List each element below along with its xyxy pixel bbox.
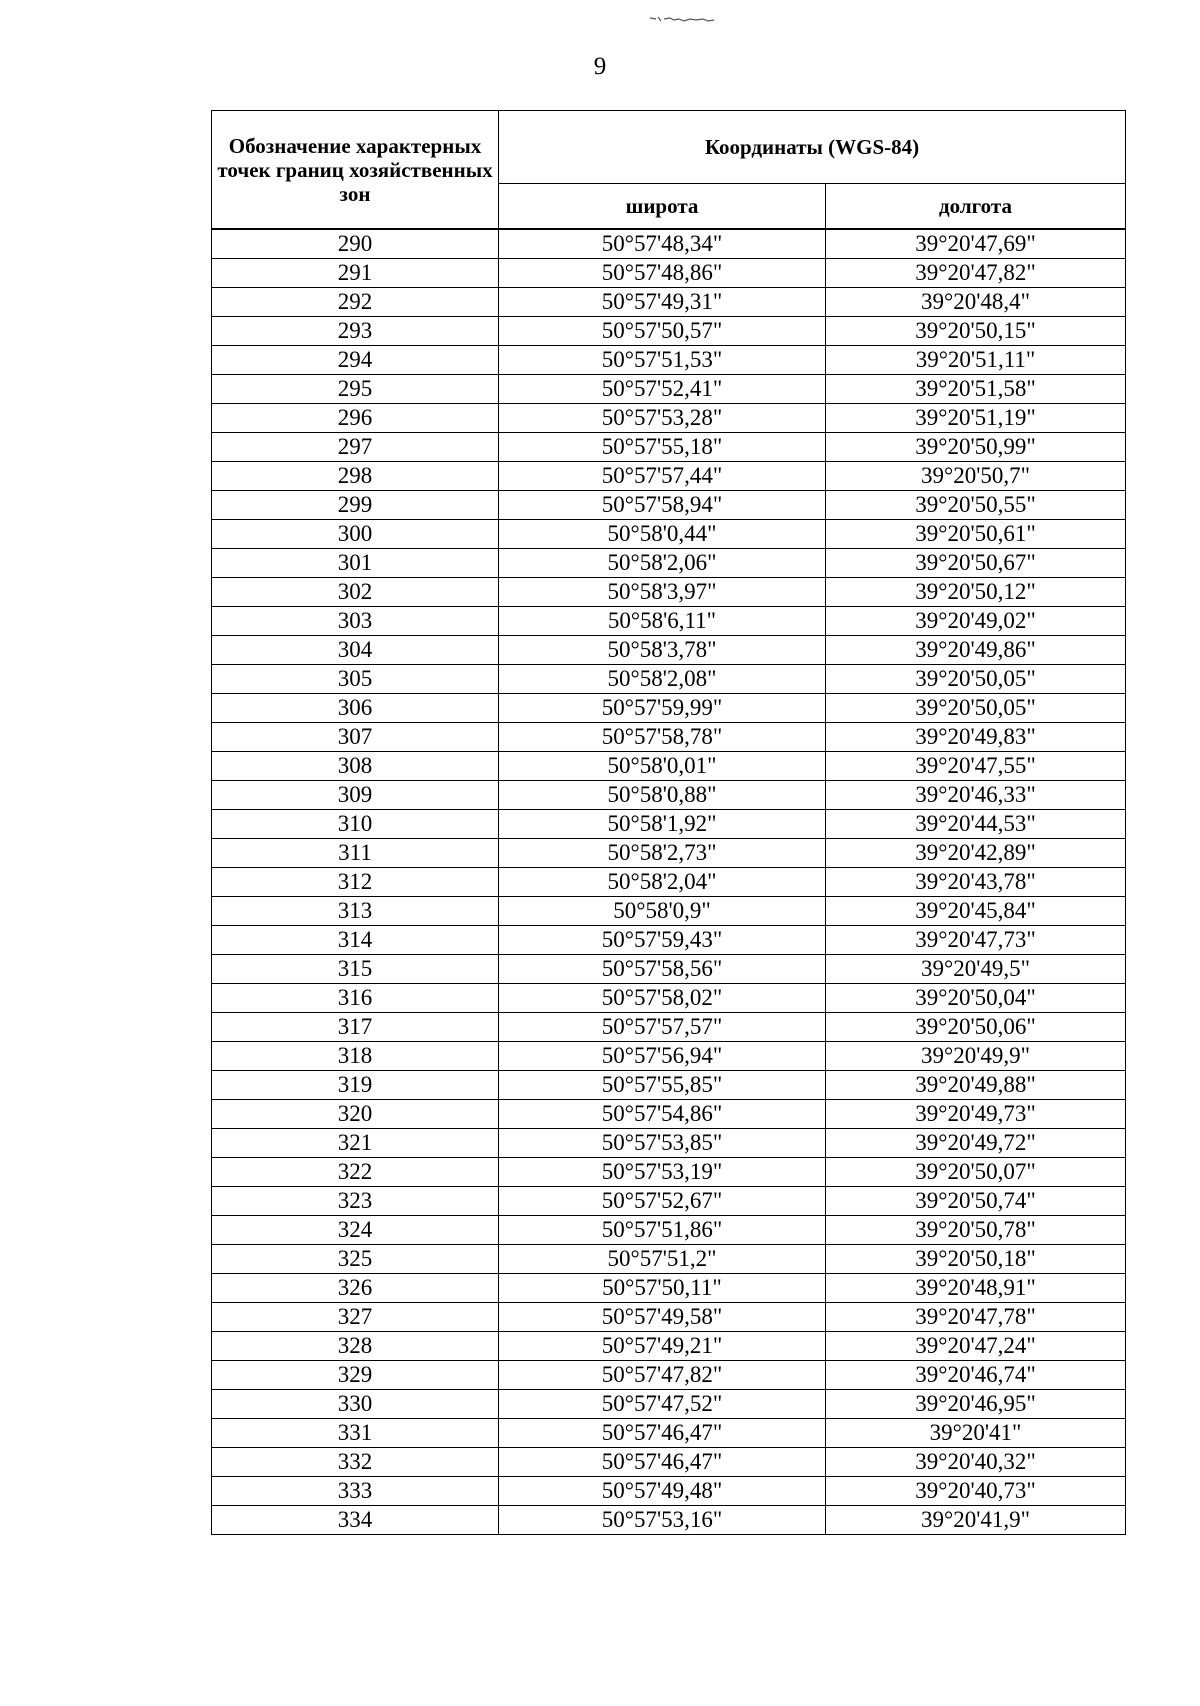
latitude-cell: 50°57'49,31"	[499, 288, 826, 317]
point-cell: 331	[212, 1419, 499, 1448]
longitude-cell: 39°20'49,83"	[826, 723, 1126, 752]
latitude-cell: 50°57'58,02"	[499, 984, 826, 1013]
point-cell: 330	[212, 1390, 499, 1419]
latitude-cell: 50°58'2,04"	[499, 868, 826, 897]
longitude-cell: 39°20'47,73"	[826, 926, 1126, 955]
latitude-cell: 50°58'6,11"	[499, 607, 826, 636]
latitude-cell: 50°58'2,73"	[499, 839, 826, 868]
table-row	[212, 926, 1126, 955]
latitude-cell: 50°58'2,06"	[499, 549, 826, 578]
point-cell: 333	[212, 1477, 499, 1506]
table-row	[212, 781, 1126, 810]
longitude-cell: 39°20'46,33"	[826, 781, 1126, 810]
point-cell: 317	[212, 1013, 499, 1042]
table-row	[212, 607, 1126, 636]
latitude-cell: 50°57'49,48"	[499, 1477, 826, 1506]
longitude-cell: 39°20'51,58"	[826, 375, 1126, 404]
longitude-cell: 39°20'48,4"	[826, 288, 1126, 317]
longitude-cell: 39°20'50,06"	[826, 1013, 1126, 1042]
longitude-cell: 39°20'50,78"	[826, 1216, 1126, 1245]
point-cell: 320	[212, 1100, 499, 1129]
point-cell: 314	[212, 926, 499, 955]
table-row	[212, 1361, 1126, 1390]
longitude-cell: 39°20'50,07"	[826, 1158, 1126, 1187]
longitude-cell: 39°20'47,78"	[826, 1303, 1126, 1332]
table-row	[212, 1274, 1126, 1303]
table-row	[212, 810, 1126, 839]
point-cell: 326	[212, 1274, 499, 1303]
point-cell: 306	[212, 694, 499, 723]
longitude-cell: 39°20'49,88"	[826, 1071, 1126, 1100]
longitude-cell: 39°20'47,55"	[826, 752, 1126, 781]
latitude-cell: 50°58'3,78"	[499, 636, 826, 665]
latitude-cell: 50°57'46,47"	[499, 1419, 826, 1448]
latitude-cell: 50°57'51,86"	[499, 1216, 826, 1245]
longitude-cell: 39°20'43,78"	[826, 868, 1126, 897]
longitude-cell: 39°20'48,91"	[826, 1274, 1126, 1303]
latitude-cell: 50°57'58,56"	[499, 955, 826, 984]
longitude-cell: 39°20'49,72"	[826, 1129, 1126, 1158]
table-row	[212, 1477, 1126, 1506]
latitude-cell: 50°57'57,57"	[499, 1013, 826, 1042]
longitude-cell: 39°20'50,05"	[826, 665, 1126, 694]
table-row	[212, 1071, 1126, 1100]
table-row	[212, 1216, 1126, 1245]
longitude-cell: 39°20'50,05"	[826, 694, 1126, 723]
table-header	[212, 111, 1126, 230]
table-row	[212, 1129, 1126, 1158]
header-coordinates-wgs84: Координаты (WGS-84)	[499, 111, 1126, 184]
table-row	[212, 1013, 1126, 1042]
longitude-cell: 39°20'50,67"	[826, 549, 1126, 578]
longitude-cell: 39°20'40,32"	[826, 1448, 1126, 1477]
longitude-cell: 39°20'41,9"	[826, 1506, 1126, 1535]
point-cell: 305	[212, 665, 499, 694]
longitude-cell: 39°20'46,95"	[826, 1390, 1126, 1419]
longitude-cell: 39°20'50,99"	[826, 433, 1126, 462]
longitude-cell: 39°20'41"	[826, 1419, 1126, 1448]
longitude-cell: 39°20'44,53"	[826, 810, 1126, 839]
point-cell: 316	[212, 984, 499, 1013]
latitude-cell: 50°58'2,08"	[499, 665, 826, 694]
latitude-cell: 50°57'51,53"	[499, 346, 826, 375]
point-cell: 308	[212, 752, 499, 781]
longitude-cell: 39°20'49,9"	[826, 1042, 1126, 1071]
longitude-cell: 39°20'49,5"	[826, 955, 1126, 984]
table-row	[212, 984, 1126, 1013]
point-cell: 325	[212, 1245, 499, 1274]
longitude-cell: 39°20'45,84"	[826, 897, 1126, 926]
longitude-cell: 39°20'49,86"	[826, 636, 1126, 665]
table-row	[212, 1158, 1126, 1187]
latitude-cell: 50°57'58,94"	[499, 491, 826, 520]
point-cell: 296	[212, 404, 499, 433]
point-cell: 311	[212, 839, 499, 868]
longitude-cell: 39°20'42,89"	[826, 839, 1126, 868]
point-cell: 312	[212, 868, 499, 897]
latitude-cell: 50°57'56,94"	[499, 1042, 826, 1071]
latitude-cell: 50°57'50,11"	[499, 1274, 826, 1303]
table-row	[212, 1100, 1126, 1129]
point-cell: 328	[212, 1332, 499, 1361]
point-cell: 315	[212, 955, 499, 984]
latitude-cell: 50°57'53,28"	[499, 404, 826, 433]
point-cell: 310	[212, 810, 499, 839]
latitude-cell: 50°57'55,18"	[499, 433, 826, 462]
latitude-cell: 50°57'59,43"	[499, 926, 826, 955]
latitude-cell: 50°57'55,85"	[499, 1071, 826, 1100]
latitude-cell: 50°57'53,16"	[499, 1506, 826, 1535]
point-cell: 297	[212, 433, 499, 462]
point-cell: 302	[212, 578, 499, 607]
latitude-cell: 50°57'46,47"	[499, 1448, 826, 1477]
longitude-cell: 39°20'51,11"	[826, 346, 1126, 375]
table-row	[212, 462, 1126, 491]
point-cell: 303	[212, 607, 499, 636]
point-cell: 290	[212, 229, 499, 259]
point-cell: 334	[212, 1506, 499, 1535]
latitude-cell: 50°57'52,41"	[499, 375, 826, 404]
table-row	[212, 723, 1126, 752]
point-cell: 324	[212, 1216, 499, 1245]
table-row	[212, 1506, 1126, 1535]
header-point-designation: Обозначение характерных точек границ хозяйственных зон	[212, 111, 499, 230]
latitude-cell: 50°57'49,21"	[499, 1332, 826, 1361]
point-cell: 299	[212, 491, 499, 520]
latitude-cell: 50°57'51,2"	[499, 1245, 826, 1274]
longitude-cell: 39°20'49,02"	[826, 607, 1126, 636]
point-cell: 322	[212, 1158, 499, 1187]
latitude-cell: 50°58'0,88"	[499, 781, 826, 810]
latitude-cell: 50°57'48,34"	[499, 229, 826, 259]
table-body	[212, 229, 1126, 1535]
longitude-cell: 39°20'51,19"	[826, 404, 1126, 433]
latitude-cell: 50°57'49,58"	[499, 1303, 826, 1332]
point-cell: 300	[212, 520, 499, 549]
table-row	[212, 259, 1126, 288]
table-row	[212, 1303, 1126, 1332]
page-number: 9	[593, 53, 607, 80]
table-row	[212, 1187, 1126, 1216]
point-cell: 293	[212, 317, 499, 346]
longitude-cell: 39°20'50,7"	[826, 462, 1126, 491]
longitude-cell: 39°20'47,82"	[826, 259, 1126, 288]
coordinates-table	[211, 110, 1126, 1535]
longitude-cell: 39°20'40,73"	[826, 1477, 1126, 1506]
header-latitude: широта	[499, 184, 826, 230]
longitude-cell: 39°20'47,24"	[826, 1332, 1126, 1361]
point-cell: 304	[212, 636, 499, 665]
latitude-cell: 50°57'50,57"	[499, 317, 826, 346]
latitude-cell: 50°57'47,52"	[499, 1390, 826, 1419]
longitude-cell: 39°20'50,74"	[826, 1187, 1126, 1216]
point-cell: 301	[212, 549, 499, 578]
point-cell: 327	[212, 1303, 499, 1332]
latitude-cell: 50°57'47,82"	[499, 1361, 826, 1390]
table-row	[212, 839, 1126, 868]
point-cell: 323	[212, 1187, 499, 1216]
scan-artifact-mark	[648, 14, 718, 24]
point-cell: 295	[212, 375, 499, 404]
longitude-cell: 39°20'50,12"	[826, 578, 1126, 607]
table-row	[212, 955, 1126, 984]
longitude-cell: 39°20'50,15"	[826, 317, 1126, 346]
table-row	[212, 433, 1126, 462]
table-row	[212, 549, 1126, 578]
latitude-cell: 50°57'53,85"	[499, 1129, 826, 1158]
latitude-cell: 50°58'0,44"	[499, 520, 826, 549]
table-row	[212, 404, 1126, 433]
point-cell: 321	[212, 1129, 499, 1158]
longitude-cell: 39°20'46,74"	[826, 1361, 1126, 1390]
table-row	[212, 1042, 1126, 1071]
longitude-cell: 39°20'50,04"	[826, 984, 1126, 1013]
longitude-cell: 39°20'50,18"	[826, 1245, 1126, 1274]
table-row	[212, 694, 1126, 723]
table-row	[212, 346, 1126, 375]
latitude-cell: 50°57'59,99"	[499, 694, 826, 723]
point-cell: 292	[212, 288, 499, 317]
table-row	[212, 1390, 1126, 1419]
longitude-cell: 39°20'50,55"	[826, 491, 1126, 520]
latitude-cell: 50°58'3,97"	[499, 578, 826, 607]
point-cell: 298	[212, 462, 499, 491]
longitude-cell: 39°20'47,69"	[826, 229, 1126, 259]
point-cell: 309	[212, 781, 499, 810]
table-row	[212, 578, 1126, 607]
longitude-cell: 39°20'49,73"	[826, 1100, 1126, 1129]
point-cell: 294	[212, 346, 499, 375]
point-cell: 313	[212, 897, 499, 926]
latitude-cell: 50°57'54,86"	[499, 1100, 826, 1129]
table-row	[212, 1245, 1126, 1274]
latitude-cell: 50°58'0,9"	[499, 897, 826, 926]
table-row	[212, 317, 1126, 346]
table-row	[212, 288, 1126, 317]
table-row	[212, 491, 1126, 520]
table-row	[212, 868, 1126, 897]
table-row	[212, 665, 1126, 694]
point-cell: 291	[212, 259, 499, 288]
latitude-cell: 50°57'52,67"	[499, 1187, 826, 1216]
table-row	[212, 1419, 1126, 1448]
point-cell: 307	[212, 723, 499, 752]
point-cell: 318	[212, 1042, 499, 1071]
table-row	[212, 752, 1126, 781]
latitude-cell: 50°57'57,44"	[499, 462, 826, 491]
latitude-cell: 50°57'53,19"	[499, 1158, 826, 1187]
point-cell: 332	[212, 1448, 499, 1477]
longitude-cell: 39°20'50,61"	[826, 520, 1126, 549]
header-longitude: долгота	[826, 184, 1126, 230]
table-row	[212, 375, 1126, 404]
table-row	[212, 897, 1126, 926]
point-cell: 319	[212, 1071, 499, 1100]
table-row	[212, 520, 1126, 549]
point-cell: 329	[212, 1361, 499, 1390]
latitude-cell: 50°58'1,92"	[499, 810, 826, 839]
table-row	[212, 1332, 1126, 1361]
table-row	[212, 636, 1126, 665]
latitude-cell: 50°57'58,78"	[499, 723, 826, 752]
table-row	[212, 229, 1126, 259]
table-row	[212, 1448, 1126, 1477]
latitude-cell: 50°57'48,86"	[499, 259, 826, 288]
latitude-cell: 50°58'0,01"	[499, 752, 826, 781]
